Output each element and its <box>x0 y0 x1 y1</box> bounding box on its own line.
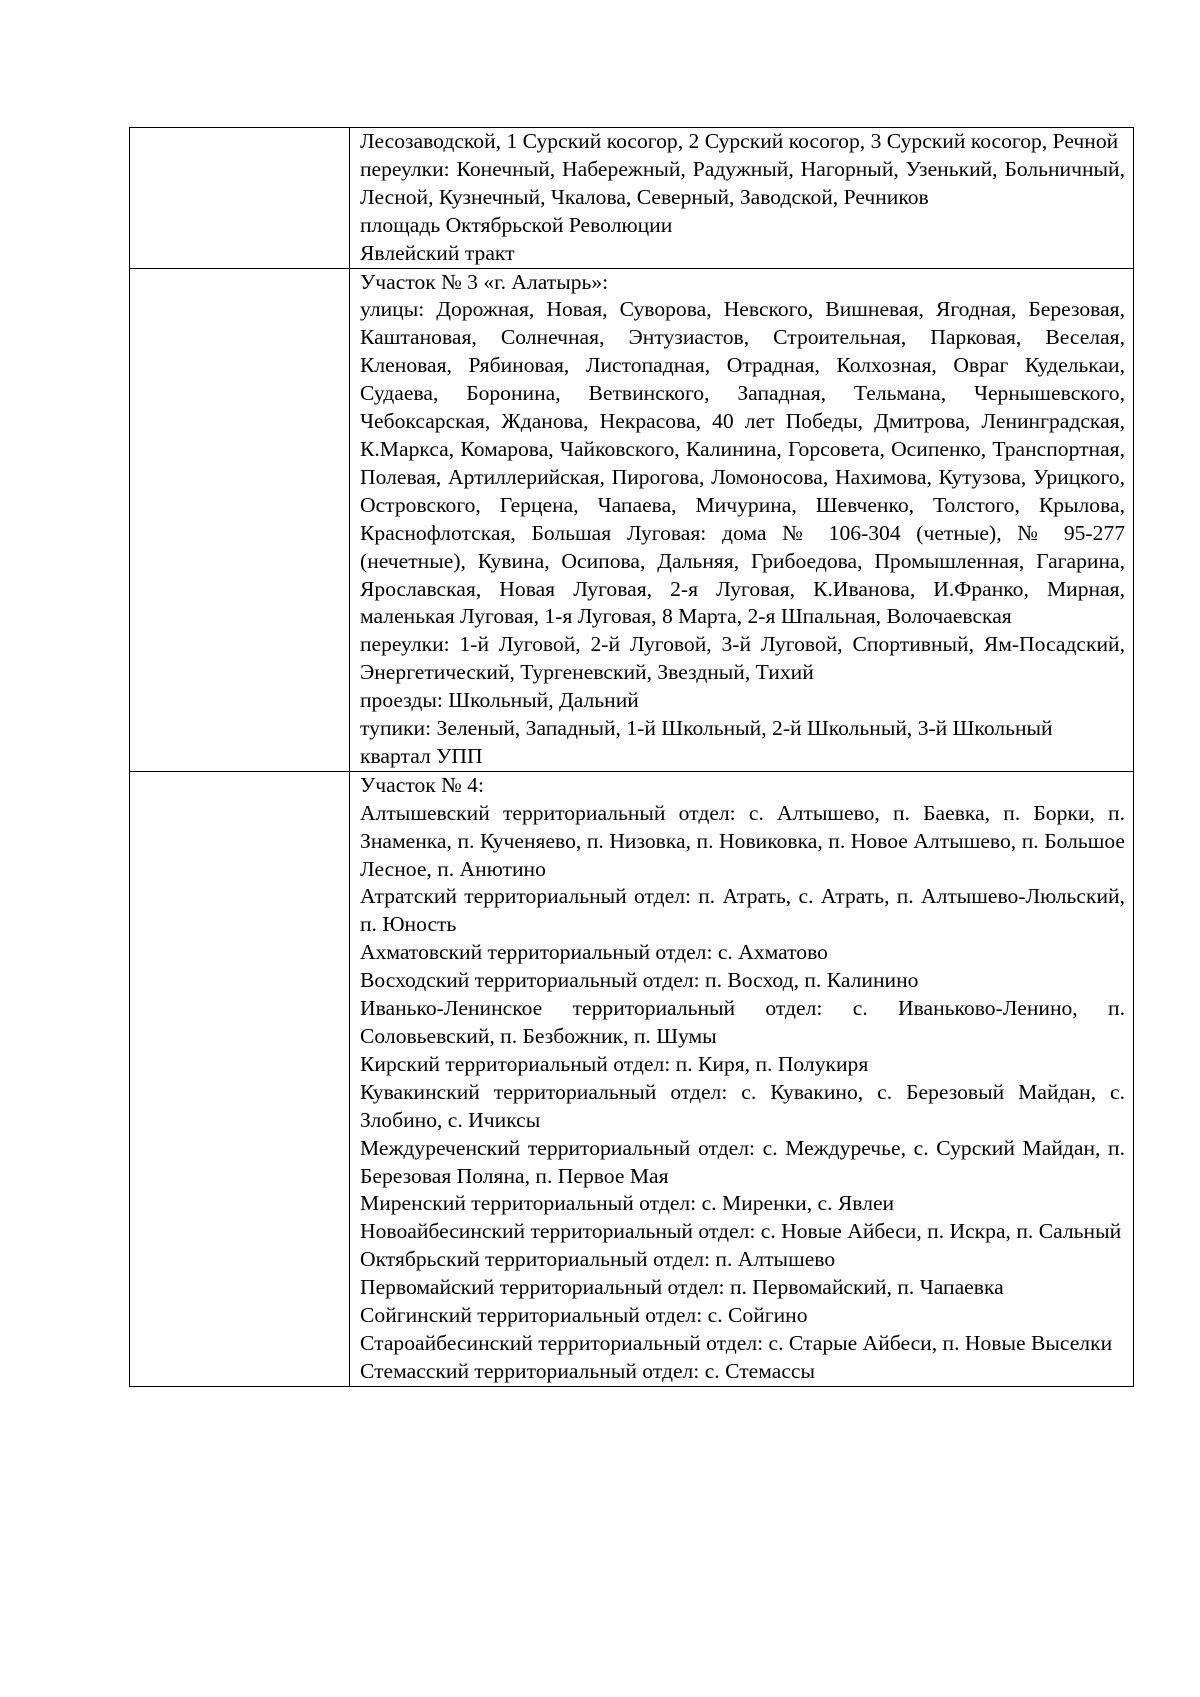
paragraph: Явлейский тракт <box>360 240 515 265</box>
district-table <box>129 127 1134 1387</box>
paragraph: Междуреченский территориальный отдел: с. Междуречье, с. Сурский Майдан, п. Березовая Поляна, п. Первое Мая <box>360 1135 1125 1188</box>
table-body <box>130 128 1134 1387</box>
paragraph: Кувакинский территориальный отдел: с. Кувакино, с. Березовый Майдан, с. Злобино, с. Ичиксы <box>360 1079 1125 1132</box>
paragraph: тупики: Зеленый, Западный, 1-й Школьный, 2-й Школьный, 3-й Школьный <box>360 716 1053 741</box>
paragraph: Атратский территориальный отдел: п. Атрать, с. Атрать, п. Алтышево-Люльский, п. Юность <box>360 884 1125 937</box>
paragraph: Новоайбесинский территориальный отдел: с. Новые Айбеси, п. Искра, п. Сальный <box>360 1219 1122 1244</box>
paragraph: переулки: 1-й Луговой, 2-й Луговой, 3-й Луговой, Спортивный, Ям-Посадский, Энергетический, Тургеневский, Звездный, Тихий <box>360 632 1125 685</box>
paragraph: Ахматовский территориальный отдел: с. Ахматово <box>360 940 828 965</box>
paragraph: Первомайский территориальный отдел: п. Первомайский, п. Чапаевка <box>360 1275 1004 1300</box>
paragraph: Октябрьский территориальный отдел: п. Алтышево <box>360 1247 836 1272</box>
right-cell <box>350 128 1134 269</box>
paragraph: проезды: Школьный, Дальний <box>360 688 639 713</box>
table-row <box>130 771 1134 1386</box>
paragraph: Лесозаводской, 1 Сурский косогор, 2 Сурский косогор, 3 Сурский косогор, Речной <box>360 129 1119 153</box>
left-cell <box>130 268 350 771</box>
paragraph: Иванько-Ленинское территориальный отдел: с. Иваньково-Ленино, п. Соловьевский, п. Безбожник, п. Шумы <box>360 996 1125 1048</box>
paragraph: улицы: Дорожная, Новая, Суворова, Невского, Вишневая, Ягодная, Березовая, Каштановая, Солнечная, Энтузиастов, Строительная, Парковая, Веселая, Кленовая, Рябиновая, Листопадная, Отрадная, Колхозная, Овраг Куделькаи, Судаева, Боронина, Ветвинского, Западная, Тельмана, Чернышевского, Чебоксарская, Жданова, Некрасова, 40 лет Победы, Дмитрова, Ленинградская, К.Маркса, Комарова, Чайковского, Калинина, Горсовета, Осипенко, Транспортная, Полевая, Артиллерийская, Пирогова, Ломоносова, Нахимова, Кутузова, Урицкого, Островского, Герцена, Чапаева, Мичурина, Шевченко, Толстого, Крылова, Краснофлотская, Большая Луговая: дома № 106-304 (четные), № 95-277 (нечетные), Кувина, Осипова, Дальняя, Грибоедова, Промышленная, Гагарина, Ярославская, Новая Луговая, 2-я Луговая, К.Иванова, И.Франко, Мирная, маленькая Луговая, 1-я Луговая, 8 Марта, 2-я Шпальная, Волочаевская <box>360 297 1125 629</box>
paragraph: площадь Октябрьской Революции <box>360 212 673 237</box>
paragraph: Сойгинский территориальный отдел: с. Сойгино <box>360 1303 808 1328</box>
paragraph: Восходский территориальный отдел: п. Восход, п. Калинино <box>360 968 919 993</box>
paragraph: Стемасский территориальный отдел: с. Стемассы <box>360 1358 816 1383</box>
right-cell <box>350 268 1134 771</box>
paragraph: Староайбесинский территориальный отдел: с. Старые Айбеси, п. Новые Выселки <box>360 1330 1113 1355</box>
paragraph: Алтышевский территориальный отдел: с. Алтышево, п. Баевка, п. Борки, п. Знаменка, п. Кученяево, п. Низовка, п. Новиковка, п. Новое Алтышево, п. Большое Лесное, п. Анютино <box>360 800 1125 881</box>
right-cell <box>350 771 1134 1386</box>
table-row <box>130 128 1134 269</box>
left-cell <box>130 128 350 269</box>
left-cell <box>130 771 350 1386</box>
paragraph: Кирский территориальный отдел: п. Киря, п. Полукиря <box>360 1051 869 1076</box>
paragraph: Миренский территориальный отдел: с. Миренки, с. Явлеи <box>360 1191 895 1216</box>
table-row <box>130 268 1134 771</box>
paragraph: Участок № 4: <box>360 772 484 797</box>
paragraph: квартал УПП <box>360 743 483 768</box>
paragraph: переулки: Конечный, Набережный, Радужный, Нагорный, Узенький, Больничный, Лесной, Кузнечный, Чкалова, Северный, Заводской, Речников <box>360 156 1125 209</box>
paragraph: Участок № 3 «г. Алатырь»: <box>360 269 609 294</box>
